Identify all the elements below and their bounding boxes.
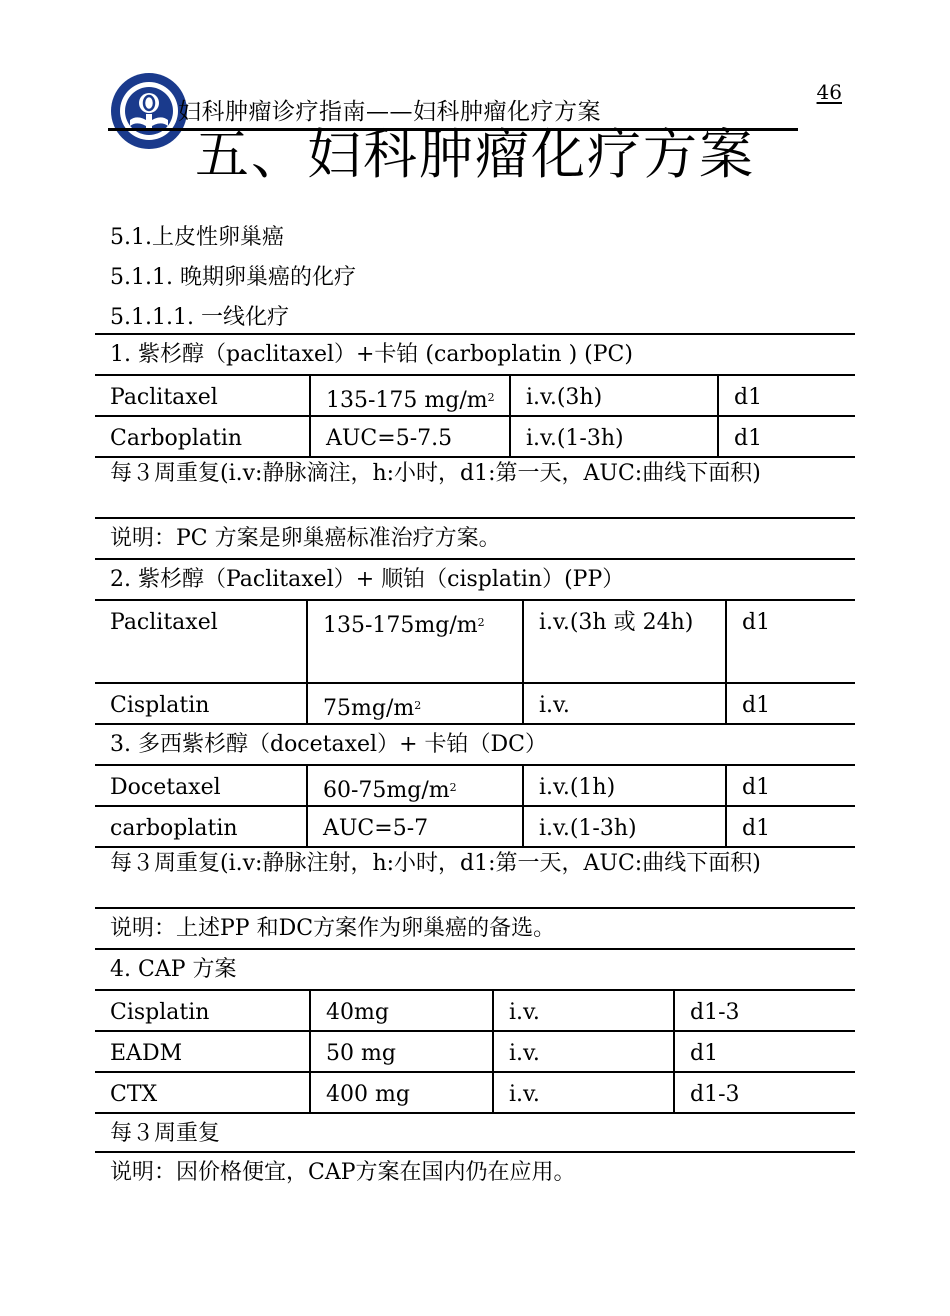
section-heading: 5.1.1. 晚期卵巢癌的化疗 [110, 265, 356, 290]
regimen-title-pp: 2. 紫杉醇（Paclitaxel）+ 顺铂（cisplatin）(PP） [95, 558, 855, 599]
table-row [95, 682, 855, 723]
drug-cell: carboplatin [110, 816, 238, 841]
day-cell: d1 [717, 417, 855, 456]
dose-cell: $60-75mg/m^2$ [306, 766, 522, 805]
route-cell: i.v.(1-3h) [522, 807, 725, 846]
regimen-title-pc: 1. 紫杉醇（paclitaxel）+卡铂 (carboplatin ) (PC) [95, 333, 855, 374]
table-row [95, 805, 855, 846]
route-cell: i.v. [522, 684, 725, 723]
route-cell: i.v. [492, 1032, 673, 1071]
route-cell: i.v.(3h 或 24h) [522, 601, 725, 682]
day-cell: d1 [717, 376, 855, 415]
running-header: 妇科肿瘤诊疗指南——妇科肿瘤化疗方案 [178, 99, 601, 125]
dose-cell: AUC=5-7 [306, 807, 522, 846]
drug-cell: Paclitaxel [110, 385, 218, 410]
drug-cell: Cisplatin [110, 1000, 210, 1025]
dose-cell: 50 mg [309, 1032, 492, 1071]
day-cell: d1-3 [673, 991, 855, 1030]
explanation-note: 说明：上述PP 和DC方案作为卵巢癌的备选。 [95, 907, 855, 948]
table-row [95, 1071, 855, 1112]
day-cell: d1 [725, 684, 855, 723]
dose-cell: 135-175 $mg/m^2$ [309, 376, 509, 415]
route-cell: i.v.(3h) [509, 376, 717, 415]
drug-cell: Carboplatin [110, 426, 243, 451]
table-row [95, 374, 855, 415]
section-heading: 5.1.上皮性卵巢癌 [110, 225, 284, 250]
dose-cell: 400 mg [309, 1073, 492, 1112]
dose-cell: AUC=5-7.5 [309, 417, 509, 456]
section-headings [110, 218, 356, 338]
day-cell: d1-3 [673, 1073, 855, 1112]
dose-cell: 40mg [309, 991, 492, 1030]
route-cell: i.v. [492, 991, 673, 1030]
day-cell: d1 [725, 766, 855, 805]
schedule-note: 每３周重复 [95, 1112, 855, 1153]
table-row [95, 1030, 855, 1071]
schedule-note: 每３周重复(i.v:静脉注射，h:小时，d1:第一天，AUC:曲线下面积) [95, 846, 855, 907]
table-row [95, 989, 855, 1030]
day-cell: d1 [673, 1032, 855, 1071]
route-cell: i.v.(1h) [522, 766, 725, 805]
explanation-note: 说明：PC 方案是卵巢癌标准治疗方案。 [95, 517, 855, 558]
regimen-table [95, 333, 855, 1198]
table-row [95, 764, 855, 805]
page-number: 46 [816, 80, 842, 104]
day-cell: d1 [725, 601, 855, 682]
drug-cell: Paclitaxel [110, 610, 218, 635]
schedule-note: 每３周重复(i.v:静脉滴注，h:小时，d1:第一天，AUC:曲线下面积) [95, 456, 855, 517]
route-cell: i.v. [492, 1073, 673, 1112]
table-row [95, 415, 855, 456]
explanation-note: 说明：因价格便宜，CAP方案在国内仍在应用。 [110, 1160, 576, 1185]
regimen-title-cap: 4. CAP 方案 [95, 948, 855, 989]
drug-cell: Cisplatin [110, 693, 210, 718]
day-cell: d1 [725, 807, 855, 846]
dose-cell: $135-175mg/m^2$ [306, 601, 522, 682]
table-row [95, 599, 855, 682]
drug-cell: CTX [110, 1082, 158, 1107]
drug-cell: EADM [110, 1041, 183, 1066]
chapter-title: 五、妇科肿瘤化疗方案 [195, 123, 755, 186]
regimen-title-dc: 3. 多西紫杉醇（docetaxel）+ 卡铂（DC） [95, 723, 855, 764]
dose-cell: $75mg/m^2$ [306, 684, 522, 723]
route-cell: i.v.(1-3h) [509, 417, 717, 456]
drug-cell: Docetaxel [110, 775, 221, 800]
section-heading: 5.1.1.1. 一线化疗 [110, 305, 289, 330]
